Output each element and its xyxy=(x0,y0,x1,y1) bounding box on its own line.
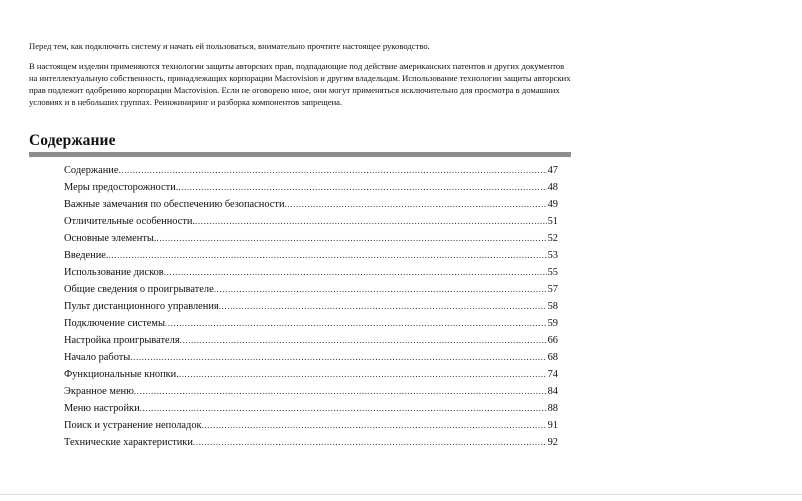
toc-entry-title: Введение. xyxy=(64,250,109,261)
toc-entry[interactable] xyxy=(64,247,558,264)
toc-entry-page: 91 xyxy=(547,420,558,431)
toc-entry-title: Подключение системы xyxy=(64,318,165,329)
toc-entry-title: Функциональные кнопки. xyxy=(64,369,179,380)
toc-entry[interactable] xyxy=(64,366,558,383)
dot-leader xyxy=(134,383,547,400)
toc-entry-page: 48 xyxy=(547,182,558,193)
dot-leader xyxy=(202,417,547,434)
dot-leader xyxy=(118,162,546,179)
toc-entry[interactable] xyxy=(64,179,558,196)
toc-entry[interactable] xyxy=(64,281,558,298)
copyright-paragraph: В настоящем изделии применяются технологии защиты авторских прав, подпадающие под действие американских патентов и других документов на интеллектуальную собственность, принадлежащих корпорации Macrovision и другим владельцам. Использование технологии защиты авторских прав подлежит одобрению корпорации Macrovision. Если не оговорено иное, они могут применяться исключительно для просмотра в домашних условиях и в небольших группах. Реинжиниринг и разборка компонентов запрещена. xyxy=(29,61,571,108)
toc-entry-title: Основные элементы. xyxy=(64,233,157,244)
toc-entry[interactable] xyxy=(64,434,558,451)
toc-entry-page: 47 xyxy=(547,165,558,176)
toc-entry[interactable] xyxy=(64,298,558,315)
intro-text: Перед тем, как подключить систему и начать ей пользоваться, внимательно прочтите настоящее руководство. xyxy=(29,41,430,51)
toc-entry-title: Технические характеристики xyxy=(64,437,193,448)
toc-entry-page: 88 xyxy=(547,403,558,414)
dot-leader xyxy=(140,400,547,417)
dot-leader xyxy=(219,298,547,315)
toc-entry-title: Поиск и устранение неполадок xyxy=(64,420,202,431)
toc-entry-title: Общие сведения о проигрывателе xyxy=(64,284,214,295)
toc-entry-title: Меры предосторожности. xyxy=(64,182,179,193)
toc-entry-page: 51 xyxy=(547,216,558,227)
toc-entry-title: Настройка проигрывателя xyxy=(64,335,180,346)
toc-entry[interactable] xyxy=(64,230,558,247)
dot-leader xyxy=(130,349,546,366)
dot-leader xyxy=(108,247,546,264)
toc-entry-page: 66 xyxy=(547,335,558,346)
toc-entry-page: 52 xyxy=(547,233,558,244)
toc-entry-page: 92 xyxy=(547,437,558,448)
toc-entry-page: 49 xyxy=(547,199,558,210)
toc-entry-page: 68 xyxy=(547,352,558,363)
toc-entry-title: Отличительные особенности. xyxy=(64,216,196,227)
heading-rule xyxy=(29,152,571,157)
toc-entry-title: Важные замечания по обеспечению безопасности xyxy=(64,199,285,210)
toc-entry-page: 55 xyxy=(547,267,558,278)
toc-entry-title: Экранное меню xyxy=(64,386,134,397)
toc-entry[interactable] xyxy=(64,196,558,213)
toc-entry-title: Содержание xyxy=(64,165,119,176)
dot-leader xyxy=(193,434,547,451)
dot-leader xyxy=(164,264,547,281)
toc-entry-page: 58 xyxy=(547,301,558,312)
toc-entry[interactable] xyxy=(64,264,558,281)
toc-heading: Содержание xyxy=(29,132,116,149)
toc-entry[interactable] xyxy=(64,332,558,349)
table-of-contents xyxy=(64,162,558,451)
dot-leader xyxy=(165,315,547,332)
dot-leader xyxy=(285,196,547,213)
toc-entry[interactable] xyxy=(64,417,558,434)
toc-entry-title: Пульт дистанционного управления xyxy=(64,301,219,312)
toc-entry[interactable] xyxy=(64,349,558,366)
toc-entry-title: Меню настройки xyxy=(64,403,140,414)
dot-leader xyxy=(214,281,547,298)
toc-entry[interactable] xyxy=(64,400,558,417)
toc-entry-title: Начало работы xyxy=(64,352,131,363)
toc-entry-title: Использование дисков xyxy=(64,267,164,278)
dot-leader xyxy=(178,179,546,196)
dot-leader xyxy=(179,366,547,383)
page-bottom-divider xyxy=(0,494,802,495)
toc-entry-page: 59 xyxy=(547,318,558,329)
dot-leader xyxy=(180,332,547,349)
toc-entry[interactable] xyxy=(64,383,558,400)
toc-entry-page: 57 xyxy=(547,284,558,295)
toc-entry-page: 74 xyxy=(547,369,558,380)
toc-entry[interactable] xyxy=(64,162,558,179)
toc-entry[interactable] xyxy=(64,213,558,230)
toc-entry-page: 53 xyxy=(547,250,558,261)
toc-entry-page: 84 xyxy=(547,386,558,397)
dot-leader xyxy=(156,230,546,247)
toc-entry[interactable] xyxy=(64,315,558,332)
dot-leader xyxy=(195,213,547,230)
